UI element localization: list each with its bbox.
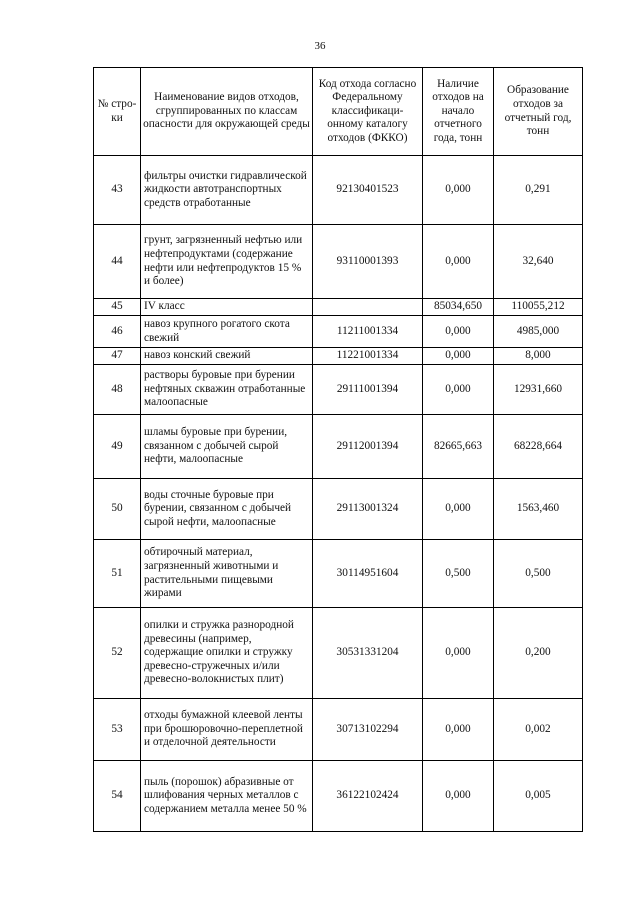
table-row <box>94 316 583 348</box>
fkko-code: 29112001394 <box>313 415 423 479</box>
fkko-code <box>313 299 423 316</box>
fkko-code: 93110001393 <box>313 225 423 299</box>
table-row <box>94 299 583 316</box>
row-number: 53 <box>94 699 141 761</box>
generated-amount: 0,500 <box>494 540 583 608</box>
opening-balance: 0,000 <box>423 699 494 761</box>
fkko-code: 30531331204 <box>313 608 423 699</box>
row-number: 45 <box>94 299 141 316</box>
waste-name: опилки и стружка разнородной древесины (например, содержащие опилки и стружку древесно-стружечных и/или древесно-волокнистых плит) <box>141 608 313 699</box>
generated-amount: 4985,000 <box>494 316 583 348</box>
table-row <box>94 415 583 479</box>
waste-name: фильтры очистки гидравлической жидкости автотранспортных средств отработанные <box>141 156 313 225</box>
generated-amount: 68228,664 <box>494 415 583 479</box>
generated-amount: 110055,212 <box>494 299 583 316</box>
header-row-number: № стро-ки <box>94 68 141 156</box>
fkko-code: 36122102424 <box>313 761 423 832</box>
fkko-code: 11221001334 <box>313 348 423 365</box>
row-number: 54 <box>94 761 141 832</box>
row-number: 46 <box>94 316 141 348</box>
table-header-row <box>94 68 583 156</box>
row-number: 50 <box>94 479 141 540</box>
opening-balance: 0,000 <box>423 156 494 225</box>
header-opening-balance: Наличие отходов на начало отчетного года, тонн <box>423 68 494 156</box>
row-number: 51 <box>94 540 141 608</box>
row-number: 52 <box>94 608 141 699</box>
generated-amount: 0,005 <box>494 761 583 832</box>
generated-amount: 32,640 <box>494 225 583 299</box>
waste-name: растворы буровые при бурении нефтяных скважин отработанные малоопасные <box>141 365 313 415</box>
opening-balance: 0,000 <box>423 608 494 699</box>
table-row <box>94 156 583 225</box>
row-number: 47 <box>94 348 141 365</box>
header-waste-name: Наименование видов отходов, сгруппированных по классам опасности для окружающей среды <box>141 68 313 156</box>
row-number: 44 <box>94 225 141 299</box>
row-number: 43 <box>94 156 141 225</box>
generated-amount: 0,291 <box>494 156 583 225</box>
waste-name: воды сточные буровые при бурении, связанном с добычей сырой нефти, малоопасные <box>141 479 313 540</box>
generated-amount: 0,200 <box>494 608 583 699</box>
row-number: 49 <box>94 415 141 479</box>
fkko-code: 30713102294 <box>313 699 423 761</box>
table-row <box>94 699 583 761</box>
waste-table <box>93 67 583 832</box>
table-row <box>94 348 583 365</box>
table-row <box>94 540 583 608</box>
opening-balance: 85034,650 <box>423 299 494 316</box>
table-row <box>94 608 583 699</box>
waste-name: шламы буровые при бурении, связанном с добычей сырой нефти, малоопасные <box>141 415 313 479</box>
table-row <box>94 761 583 832</box>
opening-balance: 0,000 <box>423 761 494 832</box>
generated-amount: 8,000 <box>494 348 583 365</box>
header-generated: Образование отходов за отчетный год, тонн <box>494 68 583 156</box>
waste-name: отходы бумажной клеевой ленты при брошюровочно-переплетной и отделочной деятельности <box>141 699 313 761</box>
opening-balance: 0,000 <box>423 316 494 348</box>
table-row <box>94 479 583 540</box>
table-row <box>94 225 583 299</box>
row-number: 48 <box>94 365 141 415</box>
generated-amount: 0,002 <box>494 699 583 761</box>
table-row <box>94 365 583 415</box>
fkko-code: 11211001334 <box>313 316 423 348</box>
header-fkko-code: Код отхода согласно Федеральному классификаци-онному каталогу отходов (ФККО) <box>313 68 423 156</box>
waste-name: навоз крупного рогатого скота свежий <box>141 316 313 348</box>
fkko-code: 29113001324 <box>313 479 423 540</box>
opening-balance: 82665,663 <box>423 415 494 479</box>
generated-amount: 1563,460 <box>494 479 583 540</box>
opening-balance: 0,000 <box>423 479 494 540</box>
fkko-code: 92130401523 <box>313 156 423 225</box>
waste-name: IV класс <box>141 299 313 316</box>
waste-name: навоз конский свежий <box>141 348 313 365</box>
fkko-code: 30114951604 <box>313 540 423 608</box>
opening-balance: 0,000 <box>423 225 494 299</box>
fkko-code: 29111001394 <box>313 365 423 415</box>
opening-balance: 0,500 <box>423 540 494 608</box>
opening-balance: 0,000 <box>423 365 494 415</box>
waste-name: обтирочный материал, загрязненный животными и растительными пищевыми жирами <box>141 540 313 608</box>
page-number: 36 <box>314 40 326 52</box>
waste-name: пыль (порошок) абразивные от шлифования черных металлов с содержанием металла менее 50 % <box>141 761 313 832</box>
waste-name: грунт, загрязненный нефтью или нефтепродуктами (содержание нефти или нефтепродуктов 15 % и более) <box>141 225 313 299</box>
opening-balance: 0,000 <box>423 348 494 365</box>
generated-amount: 12931,660 <box>494 365 583 415</box>
